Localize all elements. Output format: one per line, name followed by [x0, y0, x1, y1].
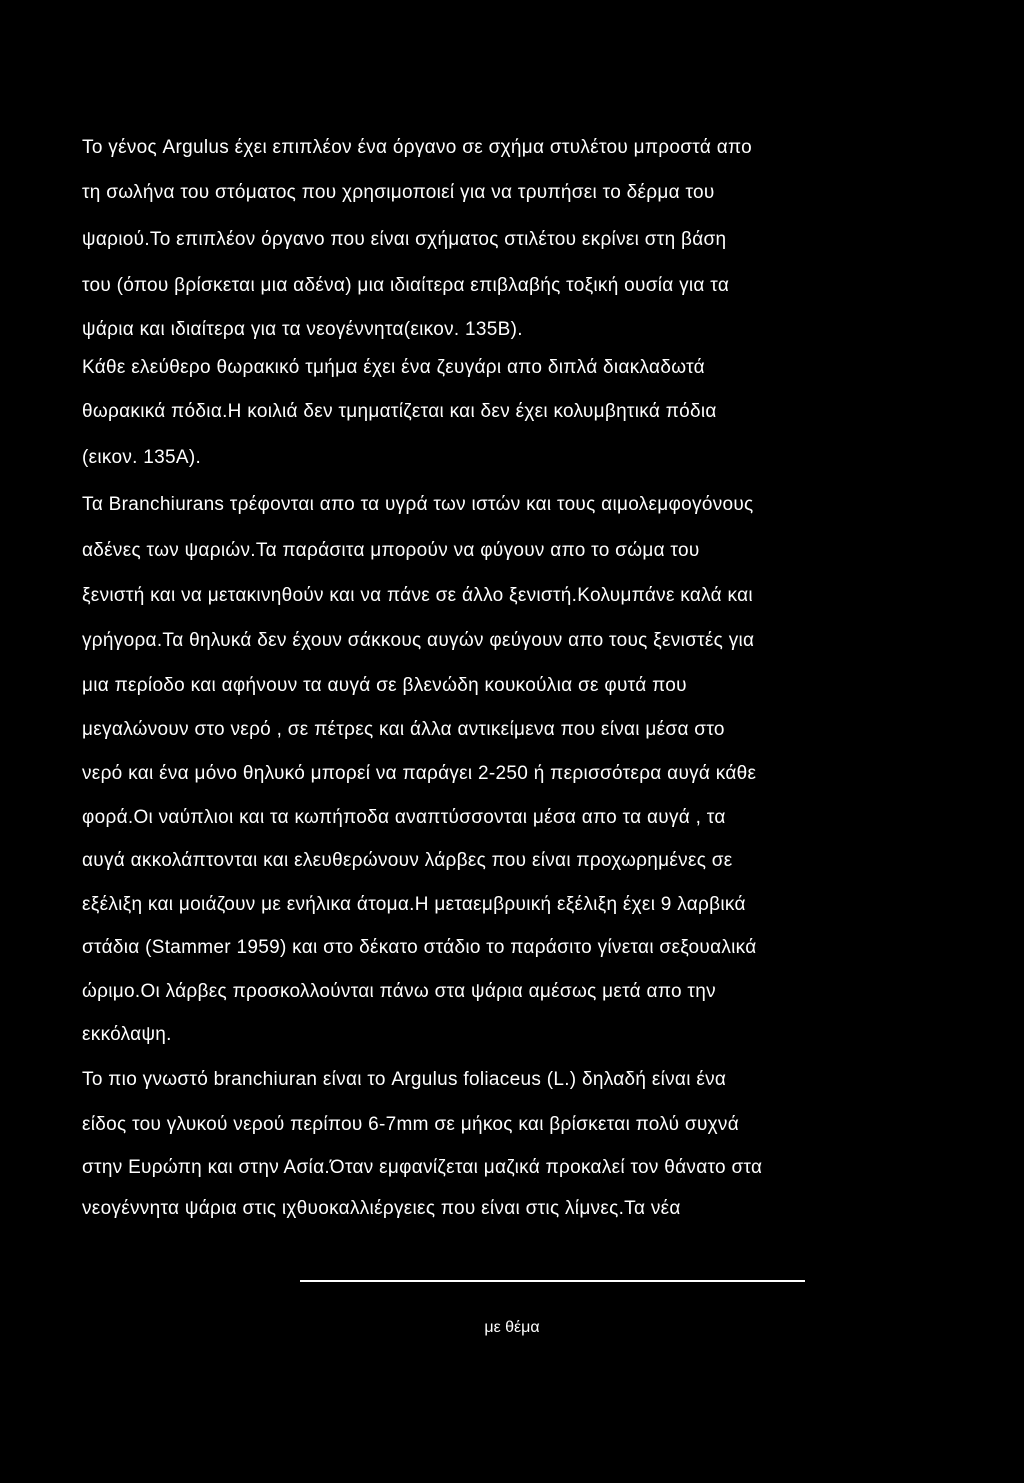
body-line-21: εκκόλαψη. [82, 1024, 172, 1045]
footer-divider [300, 1280, 805, 1282]
body-line-9: Τα Branchiurans τρέφονται απο τα υγρά των ιστών και τους αιμολεμφογόνους [82, 494, 754, 515]
body-line-2: τη σωλήνα του στόματος που χρησιμοποιεί για να τρυπήσει το δέρμα του [82, 182, 715, 203]
body-line-12: γρήγορα.Τα θηλυκά δεν έχουν σάκκους αυγών φεύγουν απο τους ξενιστές για [82, 630, 755, 651]
body-line-8: (εικον. 135Α). [82, 447, 202, 468]
body-line-14: μεγαλώνουν στο νερό , σε πέτρες και άλλα αντικείμενα που είναι μέσα στο [82, 719, 725, 740]
body-line-20: ώριμο.Οι λάρβες προσκολλούνται πάνω στα ψάρια αμέσως μετά απο την [82, 981, 716, 1002]
body-line-24: στην Ευρώπη και στην Ασία.Όταν εμφανίζεται μαζικά προκαλεί τον θάνατο στα [82, 1157, 763, 1178]
body-line-7: θωρακικά πόδια.Η κοιλιά δεν τμηματίζεται και δεν έχει κολυμβητικά πόδια [82, 401, 717, 422]
body-line-10: αδένες των ψαριών.Τα παράσιτα μπορούν να φύγουν απο το σώμα του [82, 540, 700, 561]
body-line-19: στάδια (Stammer 1959) και στο δέκατο στάδιο το παράσιτο γίνεται σεξουαλικά [82, 937, 757, 958]
body-line-3: ψαριού.Το επιπλέον όργανο που είναι σχήματος στιλέτου εκρίνει στη βάση [82, 229, 727, 250]
footer-text: με θέμα [484, 1319, 540, 1336]
body-line-5: ψάρια και ιδιαίτερα για τα νεογέννητα(εικον. 135Β). [82, 319, 523, 340]
body-line-23: είδος του γλυκού νερού περίπου 6-7mm σε μήκος και βρίσκεται πολύ συχνά [82, 1114, 739, 1135]
body-line-25: νεογέννητα ψάρια στις ιχθυοκαλλιέργειες που είναι στις λίμνες.Τα νέα [82, 1198, 681, 1219]
body-line-16: φορά.Οι ναύπλιοι και τα κωπήποδα αναπτύσσονται μέσα απο τα αυγά , τα [82, 807, 726, 828]
body-line-15: νερό και ένα μόνο θηλυκό μπορεί να παράγει 2-250 ή περισσότερα αυγά κάθε [82, 763, 757, 784]
body-line-17: αυγά ακκολάπτονται και ελευθερώνουν λάρβες που είναι προχωρημένες σε [82, 850, 733, 871]
body-line-11: ξενιστή και να μετακινηθούν και να πάνε σε άλλο ξενιστή.Κολυμπάνε καλά και [82, 585, 753, 606]
body-line-13: μια περίοδο και αφήνουν τα αυγά σε βλενώδη κουκούλια σε φυτά που [82, 675, 687, 696]
body-line-22: Το πιο γνωστό branchiuran είναι το Argulus foliaceus (L.) δηλαδή είναι ένα [82, 1069, 727, 1090]
body-line-18: εξέλιξη και μοιάζουν με ενήλικα άτομα.Η μεταεμβρυική εξέλιξη έχει 9 λαρβικά [82, 894, 746, 915]
body-line-1: Το γένος Argulus έχει επιπλέον ένα όργανο σε σχήμα στυλέτου μπροστά απο [82, 137, 752, 158]
body-line-6: Κάθε ελεύθερο θωρακικό τμήμα έχει ένα ζευγάρι απο διπλά διακλαδωτά [82, 357, 705, 378]
body-line-4: του (όπου βρίσκεται μια αδένα) μια ιδιαίτερα επιβλαβής τοξική ουσία για τα [82, 275, 730, 296]
